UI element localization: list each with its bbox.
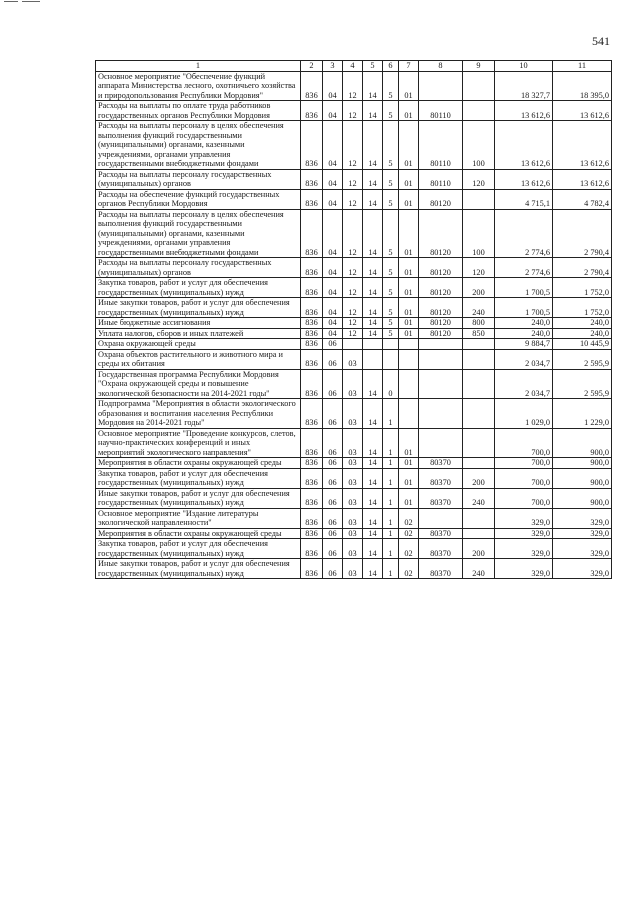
direction-cell [419,71,463,101]
header-row [96,61,612,72]
direction-cell: 80120 [419,258,463,278]
header-cell: 7 [399,61,419,72]
amount-2021-cell: 2 790,4 [553,258,612,278]
amount-2020-cell: 700,0 [495,488,553,508]
subsection-cell: 12 [343,298,363,318]
code-cell: 836 [301,328,323,339]
subsection-cell: 12 [343,278,363,298]
direction-cell: 80370 [419,528,463,539]
activity-cell [399,339,419,350]
table-row [96,101,612,121]
amount-2021-cell: 329,0 [553,508,612,528]
subsection-cell: 12 [343,328,363,339]
subsection-cell: 12 [343,121,363,170]
row-name-cell: Расходы на выплаты персоналу государственных (муниципальных) органов [96,169,301,189]
subprogram-cell: 1 [383,559,399,579]
activity-cell: 01 [399,189,419,209]
amount-2020-cell: 9 884,7 [495,339,553,350]
direction-cell [419,339,463,350]
row-name-cell: Расходы на выплаты по оплате труда работников государственных органов Республики Мордовия [96,101,301,121]
subprogram-cell: 5 [383,209,399,258]
direction-cell: 80120 [419,328,463,339]
row-name-cell: Иные бюджетные ассигнования [96,318,301,329]
direction-cell: 80120 [419,318,463,329]
section-cell: 04 [323,101,343,121]
subprogram-cell: 5 [383,71,399,101]
header-cell: 4 [343,61,363,72]
amount-2021-cell: 900,0 [553,428,612,458]
code-cell: 836 [301,339,323,350]
program-cell: 14 [363,169,383,189]
expense-type-cell [463,71,495,101]
code-cell: 836 [301,101,323,121]
amount-2021-cell: 13 612,6 [553,169,612,189]
activity-cell: 01 [399,278,419,298]
subsection-cell: 03 [343,528,363,539]
direction-cell: 80370 [419,559,463,579]
amount-2021-cell: 240,0 [553,318,612,329]
activity-cell: 01 [399,488,419,508]
subsection-cell: 03 [343,428,363,458]
program-cell [363,349,383,369]
expense-type-cell [463,428,495,458]
direction-cell: 80110 [419,169,463,189]
code-cell: 836 [301,298,323,318]
table-row [96,328,612,339]
amount-2021-cell: 900,0 [553,458,612,469]
subprogram-cell: 1 [383,528,399,539]
activity-cell: 01 [399,428,419,458]
table-row [96,278,612,298]
header-cell: 3 [323,61,343,72]
table-row [96,458,612,469]
subprogram-cell: 5 [383,318,399,329]
amount-2020-cell: 1 029,0 [495,399,553,429]
amount-2020-cell: 2 034,7 [495,349,553,369]
direction-cell: 80370 [419,458,463,469]
amount-2020-cell: 700,0 [495,428,553,458]
code-cell: 836 [301,71,323,101]
amount-2021-cell: 2 595,9 [553,369,612,399]
row-name-cell: Расходы на обеспечение функций государственных органов Республики Мордовия [96,189,301,209]
table-row [96,468,612,488]
section-cell: 04 [323,318,343,329]
section-cell: 06 [323,528,343,539]
subprogram-cell: 5 [383,121,399,170]
amount-2020-cell: 1 700,5 [495,298,553,318]
direction-cell: 80370 [419,468,463,488]
section-cell: 06 [323,369,343,399]
subsection-cell: 03 [343,468,363,488]
row-name-cell: Расходы на выплаты персоналу в целях обеспечения выполнения функций государственными (муниципальными) органами, казенными учреждениями, органами управления государственными внебюджетными фондами [96,209,301,258]
direction-cell [419,399,463,429]
table-row [96,349,612,369]
expense-type-cell: 240 [463,488,495,508]
row-name-cell: Закупка товаров, работ и услуг для обеспечения государственных (муниципальных) нужд [96,278,301,298]
expense-type-cell [463,339,495,350]
activity-cell: 02 [399,559,419,579]
direction-cell: 80120 [419,209,463,258]
section-cell: 06 [323,399,343,429]
expense-type-cell [463,101,495,121]
amount-2021-cell: 329,0 [553,539,612,559]
code-cell: 836 [301,278,323,298]
program-cell: 14 [363,369,383,399]
header-cell: 11 [553,61,612,72]
code-cell: 836 [301,189,323,209]
table-row [96,399,612,429]
amount-2020-cell: 2 774,6 [495,258,553,278]
subsection-cell: 03 [343,488,363,508]
program-cell: 14 [363,528,383,539]
direction-cell [419,428,463,458]
row-name-cell: Мероприятия в области охраны окружающей среды [96,458,301,469]
expense-type-cell: 200 [463,278,495,298]
direction-cell: 80110 [419,101,463,121]
direction-cell: 80120 [419,278,463,298]
section-cell: 06 [323,468,343,488]
row-name-cell: Расходы на выплаты персоналу в целях обеспечения выполнения функций государственными (муниципальными) органами, казенными учреждениями, органами управления государственными внебюджетными фондами [96,121,301,170]
amount-2021-cell: 18 395,0 [553,71,612,101]
row-name-cell: Мероприятия в области охраны окружающей среды [96,528,301,539]
header-cell: 10 [495,61,553,72]
activity-cell [399,349,419,369]
amount-2020-cell: 13 612,6 [495,121,553,170]
code-cell: 836 [301,349,323,369]
activity-cell: 01 [399,169,419,189]
code-cell: 836 [301,458,323,469]
table-body [96,71,612,579]
subsection-cell: 03 [343,349,363,369]
activity-cell: 01 [399,318,419,329]
direction-cell: 80120 [419,298,463,318]
amount-2020-cell: 329,0 [495,539,553,559]
amount-2021-cell: 329,0 [553,528,612,539]
expense-type-cell: 100 [463,121,495,170]
code-cell: 836 [301,508,323,528]
program-cell: 14 [363,399,383,429]
expense-type-cell [463,528,495,539]
subprogram-cell: 1 [383,539,399,559]
program-cell: 14 [363,458,383,469]
subprogram-cell [383,339,399,350]
section-cell: 04 [323,209,343,258]
header-cell: 1 [96,61,301,72]
direction-cell [419,349,463,369]
code-cell: 836 [301,539,323,559]
activity-cell: 02 [399,539,419,559]
section-cell: 04 [323,258,343,278]
activity-cell: 01 [399,328,419,339]
activity-cell: 01 [399,458,419,469]
subprogram-cell: 5 [383,278,399,298]
code-cell: 836 [301,559,323,579]
expense-type-cell: 240 [463,298,495,318]
expense-type-cell [463,369,495,399]
row-name-cell: Основное мероприятие "Издание литературы экологической направленности" [96,508,301,528]
subprogram-cell [383,349,399,369]
direction-cell: 80370 [419,539,463,559]
subprogram-cell: 1 [383,508,399,528]
program-cell: 14 [363,488,383,508]
amount-2021-cell: 4 782,4 [553,189,612,209]
subprogram-cell: 5 [383,101,399,121]
amount-2021-cell: 2 595,9 [553,349,612,369]
activity-cell [399,399,419,429]
subprogram-cell: 1 [383,468,399,488]
program-cell: 14 [363,328,383,339]
page-number: 541 [592,34,610,48]
amount-2020-cell: 700,0 [495,458,553,469]
subprogram-cell: 1 [383,488,399,508]
amount-2021-cell: 1 229,0 [553,399,612,429]
expense-type-cell [463,189,495,209]
subprogram-cell: 1 [383,458,399,469]
subsection-cell: 03 [343,508,363,528]
row-name-cell: Подпрограмма "Мероприятия в области экологического образования и воспитания населения Республики Мордовия на 2014-2021 годы" [96,399,301,429]
amount-2020-cell: 240,0 [495,318,553,329]
row-name-cell: Охрана окружающей среды [96,339,301,350]
row-name-cell: Иные закупки товаров, работ и услуг для обеспечения государственных (муниципальных) нужд [96,298,301,318]
row-name-cell: Закупка товаров, работ и услуг для обеспечения государственных (муниципальных) нужд [96,468,301,488]
code-cell: 836 [301,468,323,488]
table-row [96,539,612,559]
table-row [96,339,612,350]
section-cell: 06 [323,349,343,369]
subprogram-cell: 5 [383,258,399,278]
code-cell: 836 [301,369,323,399]
code-cell: 836 [301,318,323,329]
table-row [96,71,612,101]
amount-2020-cell: 240,0 [495,328,553,339]
code-cell: 836 [301,528,323,539]
activity-cell: 02 [399,508,419,528]
direction-cell [419,369,463,399]
amount-2020-cell: 329,0 [495,508,553,528]
table-row [96,528,612,539]
subsection-cell [343,339,363,350]
amount-2021-cell: 900,0 [553,468,612,488]
table-row [96,428,612,458]
amount-2021-cell: 1 752,0 [553,278,612,298]
activity-cell: 01 [399,209,419,258]
row-name-cell: Государственная программа Республики Мордовия "Охрана окружающей среды и повышение экологической безопасности на 2014-2021 годы" [96,369,301,399]
header-cell: 6 [383,61,399,72]
subprogram-cell: 0 [383,369,399,399]
expense-type-cell: 120 [463,169,495,189]
activity-cell [399,369,419,399]
direction-cell: 80110 [419,121,463,170]
code-cell: 836 [301,258,323,278]
subsection-cell: 03 [343,559,363,579]
amount-2020-cell: 13 612,6 [495,169,553,189]
subsection-cell: 12 [343,258,363,278]
subprogram-cell: 5 [383,328,399,339]
table-row [96,559,612,579]
subsection-cell: 03 [343,458,363,469]
program-cell: 14 [363,298,383,318]
amount-2020-cell: 2 774,6 [495,209,553,258]
table-row [96,508,612,528]
header-cell: 5 [363,61,383,72]
subsection-cell: 12 [343,318,363,329]
table-row [96,169,612,189]
subsection-cell: 12 [343,209,363,258]
program-cell: 14 [363,209,383,258]
section-cell: 06 [323,559,343,579]
program-cell: 14 [363,428,383,458]
subsection-cell: 12 [343,169,363,189]
program-cell: 14 [363,71,383,101]
row-name-cell: Иные закупки товаров, работ и услуг для обеспечения государственных (муниципальных) нужд [96,488,301,508]
table-row [96,488,612,508]
activity-cell: 02 [399,528,419,539]
direction-cell: 80370 [419,488,463,508]
subsection-cell: 03 [343,369,363,399]
subsection-cell: 12 [343,101,363,121]
code-cell: 836 [301,121,323,170]
section-cell: 04 [323,121,343,170]
amount-2020-cell: 329,0 [495,559,553,579]
header-cell: 9 [463,61,495,72]
table-row [96,369,612,399]
amount-2020-cell: 329,0 [495,528,553,539]
subprogram-cell: 5 [383,169,399,189]
expense-type-cell: 850 [463,328,495,339]
program-cell: 14 [363,559,383,579]
section-cell: 06 [323,508,343,528]
amount-2020-cell: 13 612,6 [495,101,553,121]
program-cell: 14 [363,101,383,121]
row-name-cell: Охрана объектов растительного и животного мира и среды их обитания [96,349,301,369]
table-row [96,258,612,278]
subprogram-cell: 5 [383,189,399,209]
scan-corner-marks [4,0,44,4]
program-cell: 14 [363,318,383,329]
section-cell: 06 [323,428,343,458]
program-cell: 14 [363,121,383,170]
subprogram-cell: 1 [383,399,399,429]
subprogram-cell: 5 [383,298,399,318]
expense-type-cell [463,458,495,469]
row-name-cell: Закупка товаров, работ и услуг для обеспечения государственных (муниципальных) нужд [96,539,301,559]
header-cell: 2 [301,61,323,72]
row-name-cell: Иные закупки товаров, работ и услуг для обеспечения государственных (муниципальных) нужд [96,559,301,579]
program-cell: 14 [363,508,383,528]
section-cell: 04 [323,189,343,209]
activity-cell: 01 [399,468,419,488]
activity-cell: 01 [399,298,419,318]
table-row [96,121,612,170]
program-cell: 14 [363,539,383,559]
direction-cell [419,508,463,528]
amount-2020-cell: 700,0 [495,468,553,488]
program-cell: 14 [363,189,383,209]
budget-table [95,60,612,579]
activity-cell: 01 [399,101,419,121]
subprogram-cell: 1 [383,428,399,458]
code-cell: 836 [301,428,323,458]
code-cell: 836 [301,399,323,429]
table-row [96,318,612,329]
expense-type-cell: 120 [463,258,495,278]
row-name-cell: Основное мероприятие "Проведение конкурсов, слетов, научно-практических конференций и иных мероприятий экологического направления" [96,428,301,458]
row-name-cell: Основное мероприятие "Обеспечение функций аппарата Министерства лесного, охотничьего хозяйства и природопользования Республики Мордовия" [96,71,301,101]
row-name-cell: Уплата налогов, сборов и иных платежей [96,328,301,339]
section-cell: 04 [323,328,343,339]
program-cell: 14 [363,278,383,298]
subsection-cell: 12 [343,71,363,101]
program-cell: 14 [363,468,383,488]
header-cell: 8 [419,61,463,72]
expense-type-cell [463,508,495,528]
program-cell: 14 [363,258,383,278]
code-cell: 836 [301,169,323,189]
section-cell: 04 [323,71,343,101]
expense-type-cell: 200 [463,539,495,559]
code-cell: 836 [301,209,323,258]
subsection-cell: 03 [343,539,363,559]
activity-cell: 01 [399,258,419,278]
amount-2020-cell: 18 327,7 [495,71,553,101]
expense-type-cell [463,399,495,429]
expense-type-cell [463,349,495,369]
amount-2020-cell: 2 034,7 [495,369,553,399]
section-cell: 06 [323,539,343,559]
section-cell: 06 [323,488,343,508]
section-cell: 06 [323,458,343,469]
direction-cell: 80120 [419,189,463,209]
amount-2020-cell: 4 715,1 [495,189,553,209]
section-cell: 04 [323,278,343,298]
expense-type-cell: 240 [463,559,495,579]
row-name-cell: Расходы на выплаты персоналу государственных (муниципальных) органов [96,258,301,278]
expense-type-cell: 800 [463,318,495,329]
subsection-cell: 03 [343,399,363,429]
amount-2021-cell: 2 790,4 [553,209,612,258]
table-row [96,298,612,318]
section-cell: 04 [323,298,343,318]
amount-2021-cell: 1 752,0 [553,298,612,318]
program-cell [363,339,383,350]
subsection-cell: 12 [343,189,363,209]
section-cell: 06 [323,339,343,350]
activity-cell: 01 [399,71,419,101]
expense-type-cell: 100 [463,209,495,258]
section-cell: 04 [323,169,343,189]
amount-2021-cell: 10 445,9 [553,339,612,350]
amount-2021-cell: 329,0 [553,559,612,579]
activity-cell: 01 [399,121,419,170]
amount-2021-cell: 13 612,6 [553,121,612,170]
table-row [96,209,612,258]
code-cell: 836 [301,488,323,508]
table-row [96,189,612,209]
amount-2020-cell: 1 700,5 [495,278,553,298]
amount-2021-cell: 240,0 [553,328,612,339]
amount-2021-cell: 13 612,6 [553,101,612,121]
expense-type-cell: 200 [463,468,495,488]
amount-2021-cell: 900,0 [553,488,612,508]
